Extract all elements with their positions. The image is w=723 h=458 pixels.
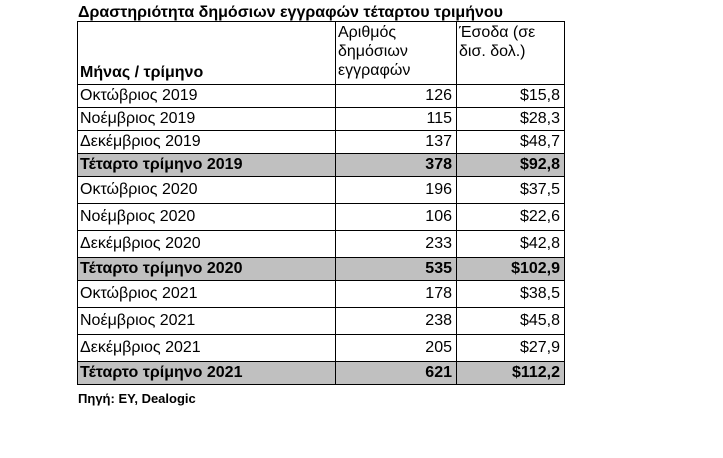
row-count: 535 — [336, 258, 457, 281]
row-revenue: $37,5 — [457, 177, 565, 204]
table-row — [78, 308, 565, 335]
row-count: 233 — [336, 231, 457, 258]
row-revenue: $112,2 — [457, 362, 565, 385]
ipo-activity-table — [77, 21, 565, 385]
row-revenue: $38,5 — [457, 281, 565, 308]
row-count: 115 — [336, 108, 457, 131]
quarter-total-row — [78, 258, 565, 281]
row-revenue: $48,7 — [457, 131, 565, 154]
row-count: 378 — [336, 154, 457, 177]
row-revenue: $42,8 — [457, 231, 565, 258]
row-count: 205 — [336, 335, 457, 362]
row-revenue: $102,9 — [457, 258, 565, 281]
row-label: Δεκέμβριος 2020 — [78, 231, 336, 258]
row-count: 178 — [336, 281, 457, 308]
table-row — [78, 177, 565, 204]
row-label: Νοέμβριος 2019 — [78, 108, 336, 131]
header-month: Μήνας / τρίμηνο — [78, 22, 336, 85]
header-revenue: Έσοδα (σε δισ. δολ.) — [457, 22, 565, 85]
quarter-total-row — [78, 154, 565, 177]
quarter-total-row — [78, 362, 565, 385]
row-label: Δεκέμβριος 2021 — [78, 335, 336, 362]
row-revenue: $15,8 — [457, 85, 565, 108]
row-label: Τέταρτο τρίμηνο 2020 — [78, 258, 336, 281]
row-label: Οκτώβριος 2020 — [78, 177, 336, 204]
row-count: 196 — [336, 177, 457, 204]
row-count: 126 — [336, 85, 457, 108]
row-label: Οκτώβριος 2021 — [78, 281, 336, 308]
table-row — [78, 85, 565, 108]
row-revenue: $28,3 — [457, 108, 565, 131]
table-row — [78, 335, 565, 362]
row-label: Οκτώβριος 2019 — [78, 85, 336, 108]
table-header-row — [78, 22, 565, 85]
row-count: 621 — [336, 362, 457, 385]
table-row — [78, 108, 565, 131]
row-revenue: $22,6 — [457, 204, 565, 231]
row-count: 238 — [336, 308, 457, 335]
table-row — [78, 281, 565, 308]
row-revenue: $27,9 — [457, 335, 565, 362]
row-label: Νοέμβριος 2020 — [78, 204, 336, 231]
row-label: Τέταρτο τρίμηνο 2019 — [78, 154, 336, 177]
table-row — [78, 131, 565, 154]
row-revenue: $92,8 — [457, 154, 565, 177]
header-count: Αριθμός δημόσιων εγγραφών — [336, 22, 457, 85]
row-label: Νοέμβριος 2021 — [78, 308, 336, 335]
row-count: 137 — [336, 131, 457, 154]
row-label: Δεκέμβριος 2019 — [78, 131, 336, 154]
row-revenue: $45,8 — [457, 308, 565, 335]
row-count: 106 — [336, 204, 457, 231]
table-row — [78, 204, 565, 231]
source-note: Πηγή: EY, Dealogic — [78, 391, 196, 406]
table-row — [78, 231, 565, 258]
table-title: Δραστηριότητα δημόσιων εγγραφών τέταρτου τριμήνου — [78, 4, 503, 21]
row-label: Τέταρτο τρίμηνο 2021 — [78, 362, 336, 385]
